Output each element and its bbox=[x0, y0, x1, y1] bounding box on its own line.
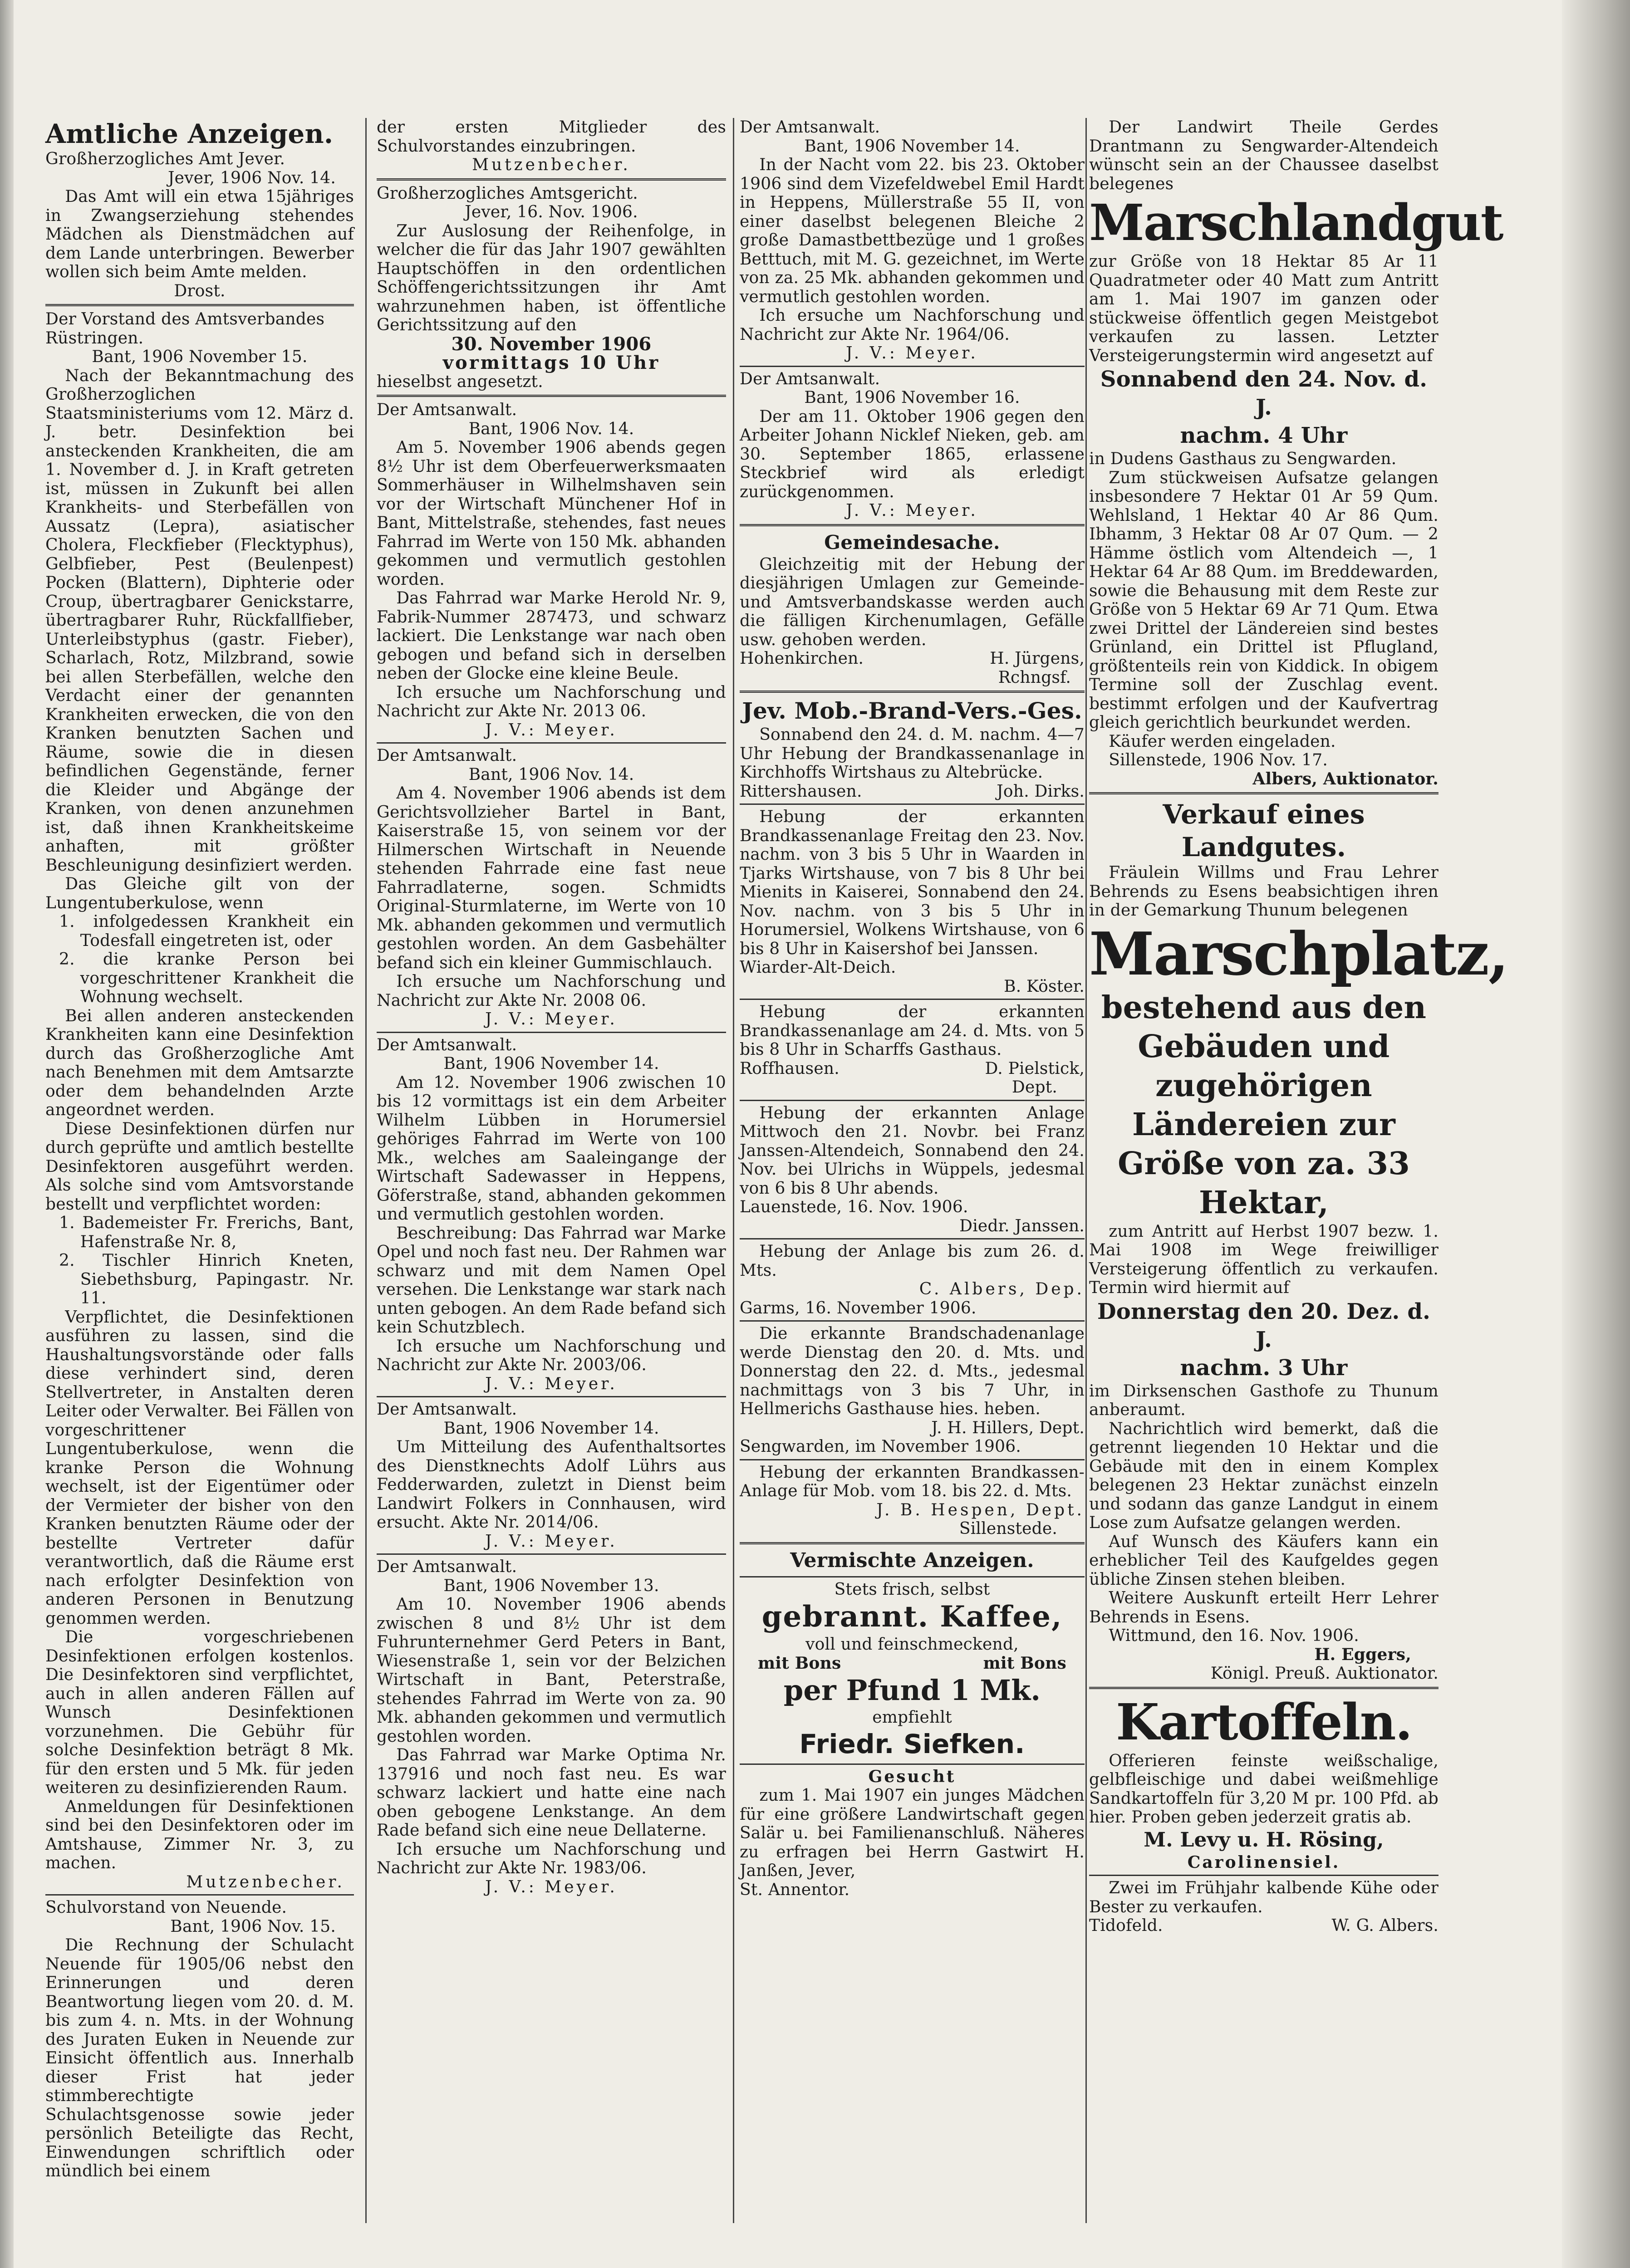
notice-place: Carolinensiel. bbox=[1187, 1852, 1340, 1872]
hearing-date: 30. November 1906 bbox=[451, 333, 652, 355]
notice-authority: Großherzogliches Amt Jever. bbox=[45, 150, 285, 168]
notice-authority: Der Vorstand des Amtsverbandes Rüstringen. bbox=[45, 310, 325, 348]
notice-paragraph: Bei allen anderen ansteckenden Krankheiten kann eine Desinfektion durch das Großherzogliche Amt nach Benehmen mit dem Amtsarzte oder dem behandelnden Arzte angeordnet werden. bbox=[45, 1006, 354, 1119]
notice-signer-title: Königl. Preuß. Auktionator. bbox=[1210, 1664, 1439, 1683]
notice-signature: J. V.: Meyer. bbox=[485, 1532, 618, 1551]
notice-paragraph: Diese Desinfektionen dürfen nur durch geprüfte und amtlich bestellte Desinfektoren ausgeführt werden. Als solche sind vom Amtsvorstande bestellt und verpflichtet worden: bbox=[45, 1119, 354, 1214]
notice-signer: C. Albers, Dep. bbox=[919, 1280, 1085, 1298]
divider bbox=[1089, 792, 1439, 794]
notice-authority: Der Amtsanwalt. bbox=[377, 746, 517, 765]
ad-paragraph: in Dudens Gasthaus zu Sengwarden. bbox=[1089, 450, 1397, 468]
ad-bons-row bbox=[740, 1654, 1085, 1673]
divider bbox=[740, 524, 1085, 526]
ad-price: per Pfund 1 Mk. bbox=[783, 1674, 1041, 1707]
notice-dateline: Bant, 1906 November 14. bbox=[443, 1419, 659, 1438]
ad-paragraph: Zwei im Frühjahr kalbende Kühe oder Bester zu verkaufen. bbox=[1089, 1879, 1439, 1916]
notice-paragraph: Die erkannte Brandschadenanlage werde Dienstag den 20. d. Mts. und Donnerstag den 22. d. Mts., jedesmal nachmittags von 3 bis 7 Uhr, in Hellmerichs Gasthause hies. heben. bbox=[740, 1324, 1085, 1418]
column-divider bbox=[733, 118, 734, 2223]
notice-dateline: Jever, 16. Nov. 1906. bbox=[465, 203, 638, 221]
notice-paragraph: Am 5. November 1906 abends gegen 8½ Uhr ist dem Oberfeuerwerksmaaten Sommerhäuser in Wilhelmshaven sein vor der Wirtschaft Münchener Hof in Bant, Mittelstraße, stehendes, fast neues Fahrrad im Werte von 150 Mk. abhanden gekommen und vermutlich gestohlen worden. bbox=[377, 438, 726, 589]
notice-place: Wittmund, den 16. Nov. 1906. bbox=[1109, 1626, 1359, 1645]
notice-paragraph: Hebung der erkannten Anlage Mittwoch den 21. Novbr. bei Franz Janssen-Altendeich, Sonnabend den 24. Nov. bei Ulrichs in Wüppels, jedesmal von 6 bis 8 Uhr abends. bbox=[740, 1103, 1085, 1198]
notice-dateline: Bant, 1906 November 14. bbox=[804, 137, 1020, 156]
ad-merchant: Friedr. Siefken. bbox=[799, 1728, 1025, 1759]
notice-paragraph: Am 12. November 1906 zwischen 10 bis 12 vormittags ist ein dem Arbeiter Wilhelm Lübben in Horumersiel gehöriges Fahrrad im Werte von 100 Mk., welches am Saaleingange der Wirtschaft Sadewasser in Heppens, Göferstraße, stand, abhanden gekommen und vermutlich gestohlen worden. bbox=[377, 1073, 726, 1224]
notice-authority: Der Amtsanwalt. bbox=[740, 118, 880, 137]
notice-signature: Mutzenbecher. bbox=[186, 1872, 345, 1891]
ad-paragraph: Zum stückweisen Aufsatze gelangen insbesondere 7 Hektar 01 Ar 59 Qum. Wehlsland, 1 Hektar 40 Ar 86 Qum. Ibhamm, 3 Hektar 08 Ar 07 Qum. — 2 Hämme östlich vom Altendeich —, 1 Hektar 64 Ar 88 Qum. im Breddewarden, sowie die Behausung mit dem Reste zur Größe von 5 Hektar 69 Ar 71 Qum. Etwa zwei Drittel der Ländereien sind bestes Grünland, ein Drittel ist Pflugland, größtenteils rein von Kiddick. In obigem Termine soll der Zuschlag event. bestimmt erfolgen und der Kaufvertrag gleich gerichtlich beurkundet werden. bbox=[1089, 468, 1439, 732]
divider bbox=[45, 1894, 354, 1896]
auction-date: Sonnabend den 24. Nov. d. J. bbox=[1100, 367, 1428, 420]
notice-place: Lauenstede, 16. Nov. 1906. bbox=[740, 1198, 968, 1216]
notice-paragraph: Der am 11. Oktober 1906 gegen den Arbeiter Johann Nicklef Nieken, geb. am 30. September 1865, erlassene Steckbrief wird als erledigt zurückgenommen. bbox=[740, 407, 1085, 501]
ad-title: Kartoffeln. bbox=[1116, 1692, 1412, 1751]
divider bbox=[740, 366, 1085, 367]
section-heading: Vermischte Anzeigen. bbox=[790, 1548, 1034, 1572]
notice-paragraph: Das Fahrrad war Marke Herold Nr. 9, Fabrik-Nummer 287473, und schwarz lackiert. Die Lenkstange war nach oben gebogen und befand sich in derselben neben der Glocke eine kleine Beule. bbox=[377, 589, 726, 683]
ad-paragraph: im Dirksenschen Gasthofe zu Thunum anberaumt. bbox=[1089, 1381, 1439, 1419]
notice-signer: Diedr. Janssen. bbox=[959, 1216, 1085, 1235]
divider bbox=[377, 395, 726, 397]
notice-body: Zur Auslosung der Reihenfolge, in welcher die für das Jahr 1907 gewählten Hauptschöffen in den ordentlichen Schöffengerichtssitzungen ihr Amt wahrzunehmen haben, ist öffentliche Gerichtssitzung auf den bbox=[377, 221, 726, 334]
ad-paragraph: Offerieren feinste weißschalige, gelbfleischige und dabei weißmehlige Sandkartoffeln für 3,20 M pr. 100 Pfd. ab hier. Proben geben jederzeit gratis ab. bbox=[1089, 1751, 1439, 1827]
notice-signature: J. V.: Meyer. bbox=[485, 720, 618, 740]
notice-dateline: Bant, 1906 November 16. bbox=[804, 388, 1020, 407]
signature-row bbox=[1089, 1916, 1439, 1935]
notice-dateline: Jever, 1906 Nov. 14. bbox=[168, 168, 336, 187]
notice-authority: Großherzogliches Amtsgericht. bbox=[377, 184, 638, 203]
list-item: 2. die kranke Person bei vorgeschrittener Krankheit die Wohnung wechselt. bbox=[59, 950, 354, 1006]
wanted-heading: Gesucht bbox=[868, 1767, 956, 1786]
notice-body: Die Rechnung der Schulacht Neuende für 1905/06 nebst den Erinnerungen und deren Beantwortung liegen vom 20. d. M. bis zum 4. n. Mts. in der Wohnung des Juraten Euken in Neuende zur Einsicht öffentlich aus. Innerhalb dieser Frist hat jeder stimmberechtigte Schulachtsgenosse sowie jeder persönlich Beteiligte das Recht, Einwendungen schriftlich oder mündlich bei einem bbox=[45, 1936, 354, 2180]
notice-place: Roffhausen. bbox=[740, 1059, 840, 1078]
notice-signer: B. Köster. bbox=[1004, 977, 1085, 996]
ad-paragraph: Käufer werden eingeladen. bbox=[1109, 732, 1336, 751]
notice-body: hieselbst angesetzt. bbox=[377, 372, 543, 391]
notice-paragraph: Am 10. November 1906 abends zwischen 8 und 8½ Uhr ist dem Fuhrunternehmer Gerd Peters in Bant, Wiesenstraße 1, sein vor der Belzichen Wirtschaft in Bant, Peterstraße, stehendes Fahrrad im Werte von za. 90 Mk. abhanden gekommen und vermutlich gestohlen worden. bbox=[377, 1595, 727, 1746]
notice-place: Sillenstede, 1906 Nov. 17. bbox=[1109, 751, 1328, 769]
divider bbox=[740, 1542, 1085, 1544]
notice-place: Wiarder-Alt-Deich. bbox=[740, 958, 896, 977]
auction-date: Donnerstag den 20. Dez. d. J. bbox=[1097, 1298, 1431, 1352]
ad-title: Verkauf eines Landgutes. bbox=[1163, 799, 1365, 862]
divider bbox=[740, 803, 1085, 805]
column-3 bbox=[740, 118, 1085, 1899]
ad-intro: Der Landwirt Theile Gerdes Drantmann zu Sengwarder-Altendeich wünscht sein an der Chaussee daselbst belegenes bbox=[1089, 118, 1439, 193]
notice-paragraph: Das Fahrrad war Marke Optima Nr. 137916 und noch fast neu. Es war schwarz lackiert und hatte eine nach oben gebogene Lenkstange. An dem Rade befand sich eine neue Dellaterne. bbox=[377, 1746, 726, 1840]
signature-row bbox=[740, 649, 1085, 668]
divider bbox=[45, 304, 354, 306]
notice-paragraph: Ich ersuche um Nachforschung und Nachricht zur Akte Nr. 2008 06. bbox=[377, 972, 726, 1010]
auction-time: nachm. 3 Uhr bbox=[1180, 1355, 1348, 1381]
notice-authority: Der Amtsanwalt. bbox=[740, 369, 880, 388]
notice-signer: Joh. Dirks. bbox=[997, 782, 1085, 801]
notice-place: Sillenstede. bbox=[959, 1519, 1057, 1538]
ad-paragraph: Auf Wunsch des Käufers kann ein erheblicher Teil des Kaufgeldes gegen übliche Zinsen stehen bleiben. bbox=[1089, 1532, 1439, 1589]
notice-signer-title: Dept. bbox=[1011, 1078, 1057, 1097]
notice-signer: M. Levy u. H. Rösing, bbox=[1144, 1828, 1384, 1852]
notice-signature: J. V.: Meyer. bbox=[846, 344, 978, 362]
notice-paragraph: Die vorgeschriebenen Desinfektionen erfolgen kostenlos. Die Desinfektoren sind verpflichtet, auch in allen anderen Fällen auf Wunsch Desinfektionen vorzunehmen. Die Gebühr für solche Desinfektion beträgt 8 Mk. für den ersten und 5 Mk. für jeden weiteren zu desinfizierenden Raum. bbox=[45, 1628, 354, 1797]
divider bbox=[377, 1032, 726, 1033]
divider bbox=[1089, 1687, 1439, 1689]
list-item: 1. infolgedessen Krankheit ein Todesfall eingetreten ist, oder bbox=[59, 912, 354, 950]
notice-paragraph: Verpflichtet, die Desinfektionen ausführen zu lassen, sind die Haushaltungsvorstände oder falls diese verhindert sind, deren Stellvertreter, in Anstalten deren Leiter oder Verwalter. Bei Fällen von vorgeschrittener Lungentuberkulose, wenn die kranke Person die Wohnung wechselt, ist der Eigentümer oder der Vermieter der bisher von den Kranken benutzten Räume oder der bestellte Vertreter dafür verantwortlich, daß die Räume erst nach erfolgter Desinfektion von anderen Personen in Benutzung genommen werden. bbox=[45, 1308, 354, 1628]
notice-signer: Albers, Auktionator. bbox=[1252, 769, 1439, 789]
notice-dateline: Bant, 1906 Nov. 15. bbox=[170, 1917, 336, 1936]
notice-signature: J. V.: Meyer. bbox=[485, 1374, 618, 1393]
notice-paragraph: Hebung der Anlage bis zum 26. d. Mts. bbox=[740, 1242, 1085, 1280]
notice-signature: J. V.: Meyer. bbox=[846, 501, 978, 520]
column-4 bbox=[1089, 118, 1508, 1935]
notice-authority: Der Amtsanwalt. bbox=[377, 401, 517, 419]
notice-paragraph: Hebung der erkannten Brandkassen-Anlage für Mob. vom 18. bis 22. d. Mts. bbox=[740, 1463, 1085, 1500]
divider bbox=[740, 1763, 1085, 1765]
notice-paragraph: Ich ersuche um Nachforschung und Nachricht zur Akte Nr. 2003/06. bbox=[377, 1337, 726, 1374]
notice-place: Sengwarden, im November 1906. bbox=[740, 1437, 1021, 1456]
divider bbox=[740, 1320, 1085, 1322]
notice-paragraph: Am 4. November 1906 abends ist dem Gerichtsvollzieher Bartel in Bant, Kaiserstraße 15, von seinem vor der Hilmerschen Wirtschaft in Neuende stehenden Fahrrade eine fast neue Fahrradlaterne, sogen. Schmidts Original-Sturmlaterne, im Werte von 10 Mk. abhanden gekommen und vermutlich gestohlen worden. An dem Gasbehälter befand sich ein kleiner Gummischlauch. bbox=[377, 784, 727, 972]
coffee-ad bbox=[740, 1580, 1085, 1761]
divider bbox=[377, 178, 726, 181]
divider bbox=[740, 1238, 1085, 1239]
divider bbox=[740, 1459, 1085, 1460]
notice-paragraph: Nach der Bekanntmachung des Großherzoglichen Staatsministeriums vom 12. März d. J. betr. Desinfektion bei ansteckenden Krankheiten, die am 1. November d. J. in Kraft getreten ist, müssen in Zukunft bei allen Krankheits- und Sterbefällen von Aussatz (Lepra), asiatischer Cholera, Fleckfieber (Flecktyphus), Gelbfieber, Pest (Beulenpest) Pocken (Blattern), Diphterie oder Croup, übertragbarer Genickstarre, übertragbarer Ruhr, Rückfallfieber, Unterleibstyphus (gastr. Fieber), Scharlach, Rotz, Milzbrand, sowie bei allen Sterbefällen, welche den Verdacht einer der genannten Krankheiten erwecken, die von den Kranken benutzten Sachen und Räume, sowie die in diesen befindlichen Gegenstände, ferner die Kleider und Abgänge der Kranken, von denen anzunehmen ist, daß ihnen Krankheitskeime anhaften, mit größter Beschleunigung desinfiziert werden. bbox=[45, 366, 354, 875]
page-edge-shadow bbox=[1562, 0, 1630, 2268]
divider bbox=[740, 999, 1085, 1000]
notice-signer: J. H. Hillers, Dept. bbox=[931, 1418, 1085, 1437]
notice-paragraph: Das Gleiche gilt von der Lungentuberkulose, wenn bbox=[45, 875, 354, 912]
ad-recommend: empfiehlt bbox=[872, 1708, 952, 1727]
notice-paragraph: In der Nacht vom 22. bis 23. Oktober 1906 sind dem Vizefeldwebel Emil Hardt in Heppens, Müllerstraße 55 II, von einer daselbst belegenen Bleiche 2 große Damastbettbezüge und 1 großes Betttuch, mit M. G. gezeichnet, im Werte von za. 25 Mk. abhanden gekommen und vermutlich gestohlen worden. bbox=[740, 156, 1085, 306]
signature-row bbox=[740, 782, 1085, 801]
notice-dateline: Bant, 1906 Nov. 14. bbox=[468, 765, 634, 784]
notice-paragraph: Hebung der erkannten Brandkassenanlage am 24. d. Mts. von 5 bis 8 Uhr in Scharffs Gasthaus. bbox=[740, 1003, 1085, 1059]
section-heading: Jev. Mob.-Brand-Vers.-Ges. bbox=[742, 697, 1082, 724]
ad-paragraph: Weitere Auskunft erteilt Herr Lehrer Behrends in Esens. bbox=[1089, 1589, 1439, 1626]
ad-subheadline: bestehend aus den Gebäuden und zugehörigen Ländereien zur Größe von za. 33 Hektar, bbox=[1101, 989, 1427, 1221]
divider bbox=[1089, 1875, 1439, 1876]
divider bbox=[377, 742, 726, 744]
column-divider bbox=[365, 118, 367, 2223]
wanted-body: zum 1. Mai 1907 ein junges Mädchen für eine größere Landwirtschaft gegen Salär u. bei Familienanschluß. Näheres zu erfragen bei Herrn Gastwirt H. Janßen, Jever, bbox=[740, 1786, 1085, 1880]
notice-paragraph: Gleichzeitig mit der Hebung der diesjährigen Umlagen zur Gemeinde- und Amtsverbandskasse werden auch die fälligen Kirchenumlagen, Gefälle usw. gehoben werden. bbox=[740, 555, 1085, 649]
notice-dateline: Bant, 1906 November 15. bbox=[92, 348, 308, 366]
notice-paragraph: Ich ersuche um Nachforschung und Nachricht zur Akte Nr. 2013 06. bbox=[377, 683, 726, 720]
notice-signature: Drost. bbox=[174, 281, 226, 300]
column-2 bbox=[377, 118, 726, 1896]
section-heading: Gemeindesache. bbox=[824, 531, 1000, 554]
continued-text: der ersten Mitglieder des Schulvorstandes einzubringen. bbox=[377, 118, 726, 156]
ad-subline: voll und feinschmeckend, bbox=[805, 1635, 1019, 1654]
notice-paragraph: Um Mitteilung des Aufenthaltsortes des Dienstknechts Adolf Lührs aus Fedderwarden, zuletzt in Dienst beim Landwirt Folkers in Connhausen, wird ersucht. Akte Nr. 2014/06. bbox=[377, 1438, 726, 1532]
ad-paragraph: zur Größe von 18 Hektar 85 Ar 11 Quadratmeter oder 40 Matt zum Antritt am 1. Mai 1907 im ganzen oder stückweise öffentlich gegen Meistgebot verkaufen zu lassen. Letzter Versteigerungstermin wird angesetzt auf bbox=[1089, 252, 1439, 365]
ad-paragraph: Nachrichtlich wird bemerkt, daß die getrennt liegenden 10 Hektar und die Gebäude mit den in einem Komplex belegenen 23 Hektar zunächst einzeln und sodann das ganze Landgut in einem Lose zum Aufsatze gelangen werden. bbox=[1089, 1419, 1439, 1532]
notice-paragraph: Sonnabend den 24. d. M. nachm. 4—7 Uhr Hebung der Brandkassenanlage in Kirchhoffs Wirtshaus zu Altebrücke. bbox=[740, 725, 1085, 782]
section-heading: Amtliche Anzeigen. bbox=[45, 118, 334, 149]
signature-row bbox=[740, 1059, 1085, 1078]
column-1 bbox=[45, 118, 354, 2181]
notice-dateline: Bant, 1906 November 13. bbox=[443, 1576, 659, 1595]
ad-bons-left: mit Bons bbox=[758, 1653, 841, 1673]
ad-intro: Stets frisch, selbst bbox=[834, 1580, 990, 1599]
notice-authority: Der Amtsanwalt. bbox=[377, 1558, 517, 1576]
notice-paragraph: Hebung der erkannten Brandkassenanlage Freitag den 23. Nov. nachm. von 3 bis 5 Uhr in Waarden in Tjarks Wirtshause, von 7 bis 8 Uhr bei Mienits in Kaiserei, Sonnabend den 24. Nov. nachm. von 3 bis 5 Uhr in Horumersiel, Wolkens Wirtshause, von 6 bis 8 Uhr in Kaisershof bei Janssen. bbox=[740, 808, 1085, 958]
notice-authority: Der Amtsanwalt. bbox=[377, 1035, 517, 1054]
notice-paragraph: Ich ersuche um Nachforschung und Nachricht zur Akte Nr. 1983/06. bbox=[377, 1840, 726, 1877]
page-gutter-shadow bbox=[0, 0, 14, 2268]
notice-signer: H. Eggers, bbox=[1314, 1645, 1411, 1664]
notice-paragraph: Ich ersuche um Nachforschung und Nachricht zur Akte Nr. 1964/06. bbox=[740, 306, 1085, 344]
hearing-time: vormittags 10 Uhr bbox=[442, 352, 660, 373]
ad-intro: Fräulein Willms und Frau Lehrer Behrends zu Esens beabsichtigen ihren in der Gemarkung Thunum belegenen bbox=[1089, 863, 1439, 920]
notice-place: Tidofeld. bbox=[1089, 1916, 1163, 1935]
notice-authority: Schulvorstand von Neuende. bbox=[45, 1898, 287, 1917]
notice-signer-title: Rchngsf. bbox=[998, 668, 1071, 687]
ad-headline: gebrannt. Kaffee, bbox=[761, 1600, 1063, 1634]
ad-paragraph: zum Antritt auf Herbst 1907 bezw. 1. Mai 1908 im Wege freiwilliger Versteigerung öffentlich zu verkaufen. Termin wird hiermit auf bbox=[1089, 1222, 1439, 1297]
notice-signature: J. V.: Meyer. bbox=[485, 1010, 618, 1029]
list-item: 1. Bademeister Fr. Frerichs, Bant, Hafenstraße Nr. 8, bbox=[59, 1214, 354, 1251]
divider bbox=[377, 1396, 726, 1397]
notice-signer: J. B. Hespen, Dept. bbox=[876, 1500, 1085, 1519]
notice-signature: J. V.: Meyer. bbox=[485, 1877, 618, 1896]
notice-signer: D. Pielstick, bbox=[985, 1059, 1085, 1078]
notice-body: Das Amt will ein etwa 15jähriges in Zwangserziehung stehendes Mädchen als Dienstmädchen auf dem Lande unterbringen. Bewerber wollen sich beim Amte melden. bbox=[45, 187, 354, 281]
notice-paragraph: Beschreibung: Das Fahrrad war Marke Opel und noch fast neu. Der Rahmen war schwarz und mit dem Namen Opel versehen. Die Lenkstange war stark nach unten gebogen. An dem Rade befand sich kein Schutzblech. bbox=[377, 1224, 726, 1337]
ad-headline: Marschplatz, bbox=[1089, 919, 1508, 989]
divider bbox=[740, 691, 1085, 693]
notice-authority: Der Amtsanwalt. bbox=[377, 1400, 517, 1419]
list-item: 2. Tischler Hinrich Kneten, Siebethsburg, Papingastr. Nr. 11. bbox=[59, 1251, 354, 1308]
notice-paragraph: Anmeldungen für Desinfektionen sind bei den Desinfektoren oder im Amtshause, Zimmer Nr. 3, zu machen. bbox=[45, 1797, 354, 1872]
notice-place: Rittershausen. bbox=[740, 782, 862, 801]
notice-place: Garms, 16. November 1906. bbox=[740, 1298, 977, 1318]
notice-place: Hohenkirchen. bbox=[740, 649, 864, 668]
notice-signer: H. Jürgens, bbox=[990, 649, 1085, 668]
column-divider bbox=[1085, 118, 1087, 2223]
auction-time: nachm. 4 Uhr bbox=[1180, 423, 1348, 448]
notice-dateline: Bant, 1906 Nov. 14. bbox=[468, 419, 634, 438]
ad-title: Marschlandgut bbox=[1089, 193, 1503, 252]
divider bbox=[740, 1576, 1085, 1577]
ad-bons-right: mit Bons bbox=[983, 1653, 1066, 1673]
divider bbox=[740, 1100, 1085, 1101]
notice-signer: W. G. Albers. bbox=[1331, 1916, 1439, 1935]
divider bbox=[377, 1553, 726, 1555]
notice-dateline: Bant, 1906 November 14. bbox=[443, 1054, 659, 1073]
wanted-end: St. Annentor. bbox=[740, 1880, 850, 1899]
notice-signature: Mutzenbecher. bbox=[472, 156, 631, 174]
